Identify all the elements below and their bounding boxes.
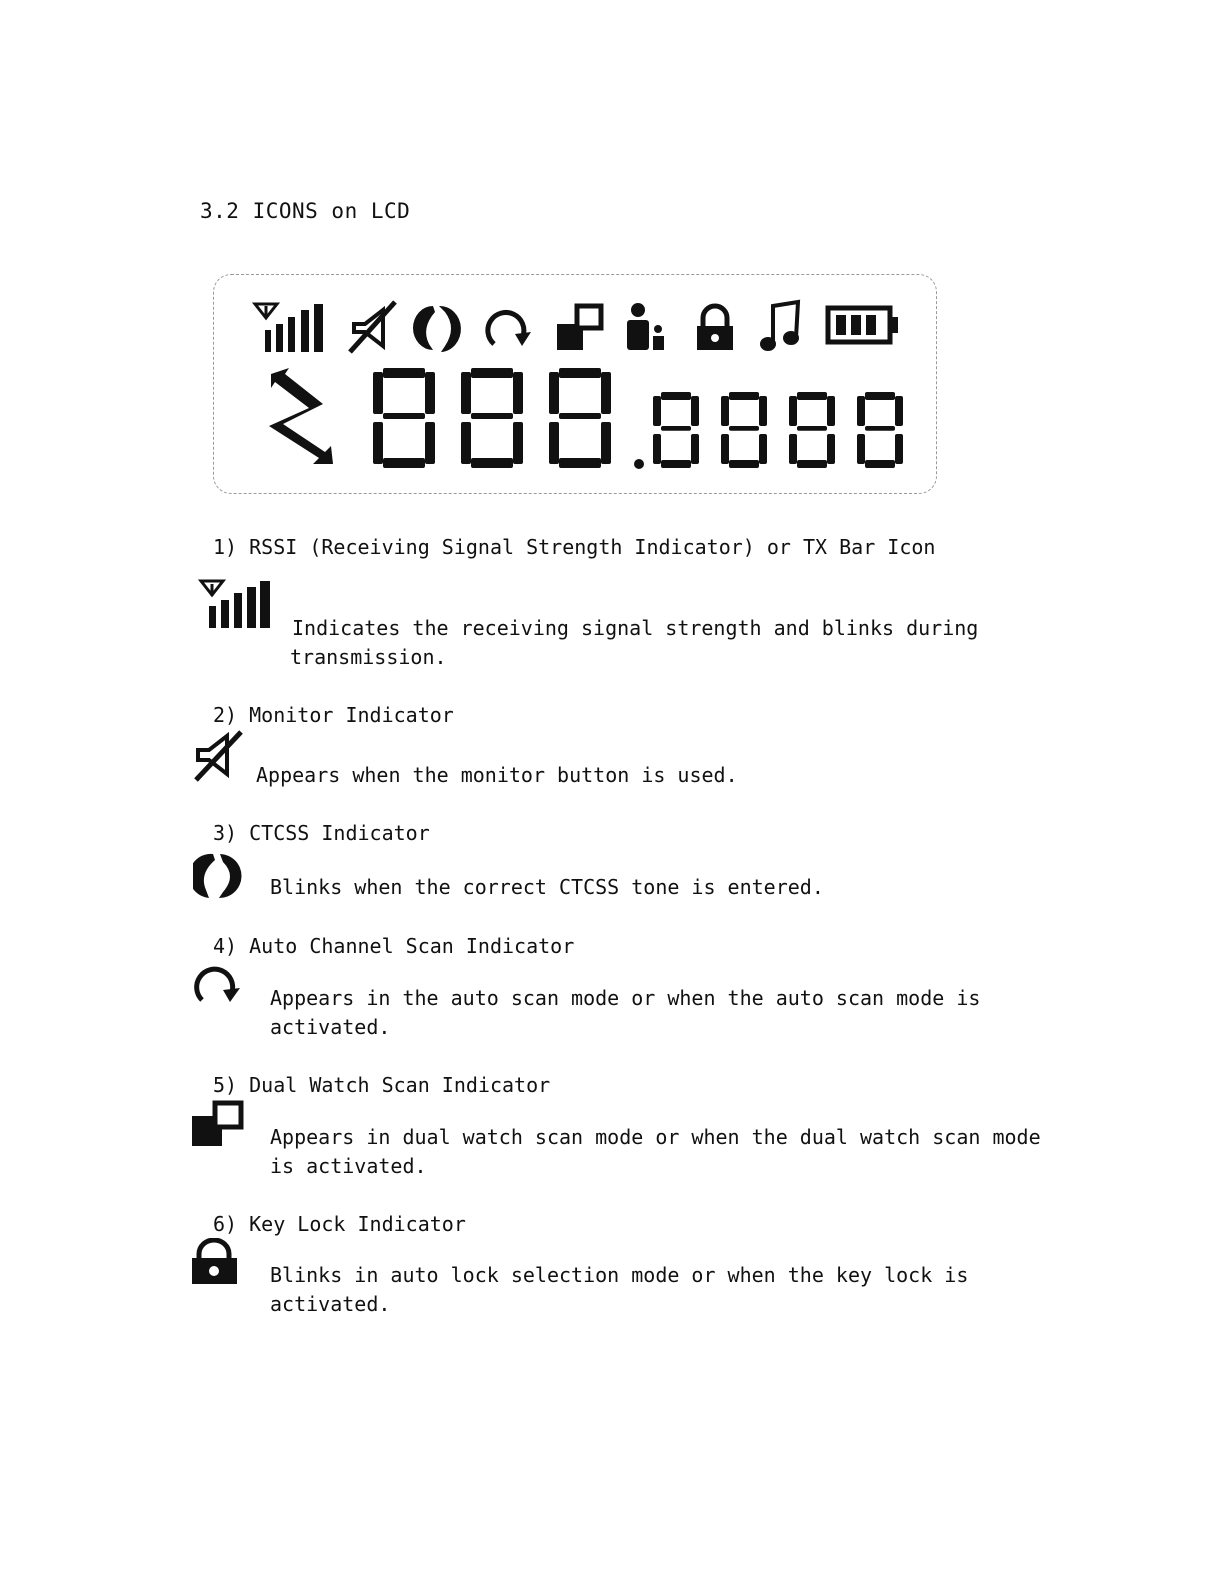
item-3-description [270,873,824,902]
lcd-segment [797,426,827,431]
lcd-segment [865,426,895,431]
lcd-segment [661,460,691,468]
lcd-segment [461,422,471,464]
auto-scan-icon [192,962,244,1006]
lcd-segment [857,434,865,464]
lcd-segment [865,392,895,400]
lcd-segment [471,413,513,419]
item-4-description [270,984,980,1042]
item-6-heading: 6) Key Lock Indicator [213,1212,466,1236]
rssi-tx-bar-icon [197,578,277,630]
lcd-segment [729,426,759,431]
item-2-heading: 2) Monitor Indicator [213,703,454,727]
lcd-segment [373,422,383,464]
item-4-description-line: Appears in the auto scan mode or when the auto scan mode is [270,986,981,1010]
lcd-segment [461,372,471,414]
lcd-segment [513,422,523,464]
lcd-auto-scan-icon [488,312,531,346]
lcd-music-note-icon [762,302,798,349]
lcd-segment [601,422,611,464]
lcd-segment [559,368,601,378]
lcd-monitor-icon [350,302,395,352]
lcd-segment [559,413,601,419]
lcd-segment [827,434,835,464]
lcd-lightning-bolt-icon [269,368,333,464]
item-1-description-line: transmission. [290,645,447,669]
lcd-segment [425,372,435,414]
item-4-description-line: activated. [270,1015,391,1039]
lcd-segment [721,434,729,464]
monitor-icon [193,730,245,782]
lcd-user-icon [627,303,664,350]
lcd-segment [383,368,425,378]
lcd-segment [653,396,661,426]
lcd-segment [857,396,865,426]
lcd-rssi-icon [255,304,323,352]
lcd-segment [691,396,699,426]
lcd-segment [559,458,601,468]
lcd-digit-display [373,368,903,469]
item-6-description [270,1261,968,1319]
lcd-segment [895,396,903,426]
lcd-segment [827,396,835,426]
item-3-heading: 3) CTCSS Indicator [213,821,430,845]
lcd-segment [653,434,661,464]
lcd-segment [425,422,435,464]
lcd-segment [759,434,767,464]
lcd-segment [789,434,797,464]
section-title: 3.2 ICONS on LCD [200,199,411,223]
lcd-segment [383,413,425,419]
dual-watch-icon [191,1100,245,1148]
lcd-segment [797,460,827,468]
item-5-description-line: is activated. [270,1154,427,1178]
item-3-description-line: Blinks when the correct CTCSS tone is entered. [270,875,824,899]
lcd-segment [513,372,523,414]
lcd-segment [895,434,903,464]
item-5-description [270,1123,1041,1181]
lcd-segment [549,372,559,414]
key-lock-icon [191,1238,239,1286]
lcd-key-lock-icon [697,306,733,350]
lcd-segment [383,458,425,468]
lcd-segment [797,392,827,400]
lcd-battery-icon [828,308,898,342]
item-6-description-line: Blinks in auto lock selection mode or when the key lock is [270,1263,969,1287]
item-5-heading: 5) Dual Watch Scan Indicator [213,1073,551,1097]
lcd-segment [601,372,611,414]
item-1-description-line: Indicates the receiving signal strength and blinks during [292,616,979,640]
lcd-decimal-point [634,459,644,469]
lcd-ctcss-icon [413,306,461,352]
lcd-segment [759,396,767,426]
lcd-segment [865,460,895,468]
item-4-heading: 4) Auto Channel Scan Indicator [213,934,575,958]
lcd-segment [471,368,513,378]
item-2-description-line: Appears when the monitor button is used. [256,763,738,787]
lcd-segment [661,392,691,400]
item-6-description-line: activated. [270,1292,391,1316]
lcd-segment [471,458,513,468]
lcd-segment [729,392,759,400]
item-5-description-line: Appears in dual watch scan mode or when the dual watch scan mode [270,1125,1041,1149]
item-1-heading: 1) RSSI (Receiving Signal Strength Indicator) or TX Bar Icon [213,535,936,559]
lcd-dual-watch-icon [557,306,601,350]
lcd-segment [729,460,759,468]
lcd-segment [789,396,797,426]
lcd-segment [691,434,699,464]
ctcss-icon [193,852,243,900]
lcd-panel [213,274,935,492]
lcd-segment [721,396,729,426]
lcd-segment [661,426,691,431]
item-1-description [292,614,978,672]
lcd-segment [549,422,559,464]
lcd-segment [373,372,383,414]
item-2-description [256,761,738,790]
